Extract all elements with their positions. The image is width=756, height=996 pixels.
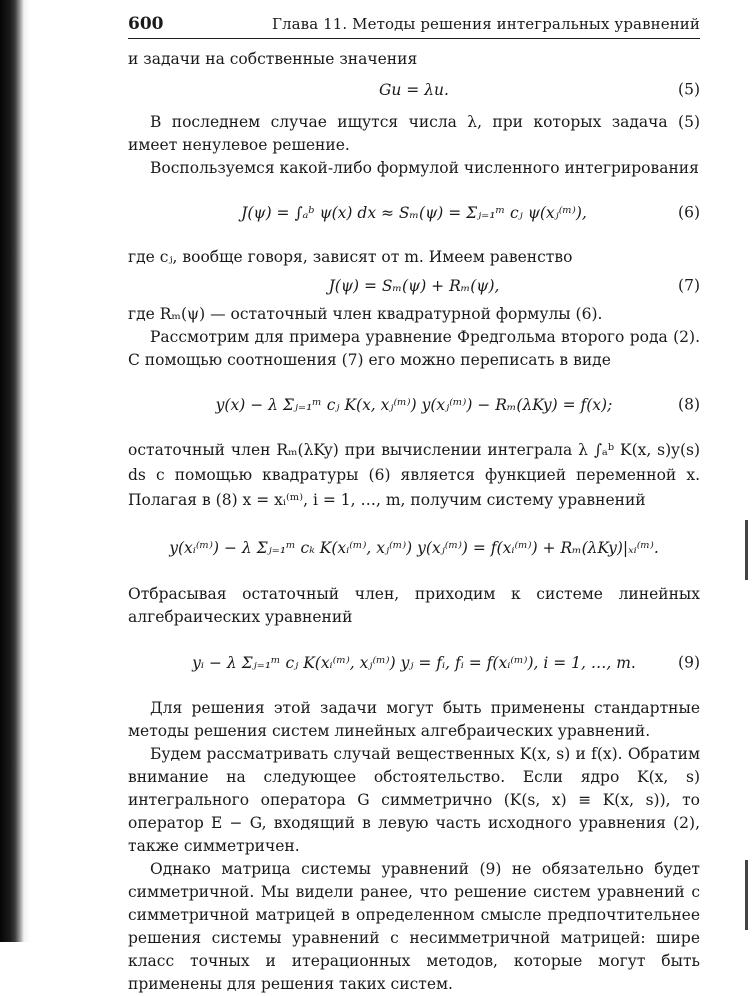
equation-number: (7) bbox=[678, 276, 700, 295]
paragraph: где cⱼ, вообще говоря, зависят от m. Имеем равенство bbox=[128, 248, 573, 266]
paragraph: Рассмотрим для примера уравнение Фредгольма второго рода (2). С помощью соотношения (7) его можно переписать в виде bbox=[128, 328, 700, 369]
equation-5 bbox=[128, 73, 700, 107]
equation-number: (6) bbox=[678, 203, 700, 222]
equation-9 bbox=[128, 629, 700, 697]
paragraph: и задачи на собственные значения bbox=[128, 50, 418, 68]
paragraph: где Rₘ(ψ) — остаточный член квадратурной формулы (6). bbox=[128, 305, 603, 323]
page-edge-mark bbox=[745, 860, 748, 930]
equation-6 bbox=[128, 180, 700, 246]
paragraph: остаточный член Rₘ(λKy) при вычислении интеграла λ ∫ₐᵇ K(x, s)y(s) ds с помощью квадратуры (6) является функцией переменной x. Полагая в (8) x = xᵢ⁽ᵐ⁾, i = 1, …, m, получим систему уравнений bbox=[128, 441, 700, 509]
equation-formula: y(x) − λ Σⱼ₌₁ᵐ cⱼ K(x, xⱼ⁽ᵐ⁾) y(xⱼ⁽ᵐ⁾) − Rₘ(λKy) = f(x); bbox=[215, 395, 613, 414]
equation-formula: J(ψ) = ∫ₐᵇ ψ(x) dx ≈ Sₘ(ψ) = Σⱼ₌₁ᵐ cⱼ ψ(xⱼ⁽ᵐ⁾), bbox=[241, 203, 587, 222]
paragraph: Будем рассматривать случай вещественных K(x, s) и f(x). Обратим внимание на следующее обстоятельство. Если ядро K(x, s) интегрального оператора G симметрично (K(s, x) ≡ K(x, s)), то оператор E − G, входящий в левую часть исходного уравнения (2), также симметричен. bbox=[128, 745, 700, 855]
equation-formula: Gu = λu. bbox=[379, 80, 449, 99]
paragraph: Отбрасывая остаточный член, приходим к системе линейных алгебраических уравнений bbox=[128, 585, 700, 626]
paragraph: Однако матрица системы уравнений (9) не обязательно будет симметричной. Мы видели ранее, что решение систем уравнений с симметричной матрицей в определенном смысле предпочтительнее решения системы уравнений с несимметричной матрицей: шире класс точных и итерационных методов, которые могут быть применены для решения таких систем. bbox=[128, 860, 700, 993]
paragraph: Для решения этой задачи могут быть применены стандартные методы решения систем линейных алгебраических уравнений. bbox=[128, 699, 700, 740]
running-head: Глава 11. Методы решения интегральных уравнений bbox=[271, 15, 700, 33]
equation-number: (8) bbox=[678, 395, 700, 414]
equation-8 bbox=[128, 372, 700, 438]
equation-formula: J(ψ) = Sₘ(ψ) + Rₘ(ψ), bbox=[328, 276, 500, 295]
page-header bbox=[128, 14, 700, 38]
paragraph: В последнем случае ищутся числа λ, при которых задача (5) имеет ненулевое решение. bbox=[128, 113, 700, 154]
equation-formula: yᵢ − λ Σⱼ₌₁ᵐ cⱼ K(xᵢ⁽ᵐ⁾, xⱼ⁽ᵐ⁾) yⱼ = fᵢ, fᵢ = f(xᵢ⁽ᵐ⁾), i = 1, …, m. bbox=[192, 653, 636, 672]
header-rule bbox=[128, 38, 700, 39]
equation-formula: y(xᵢ⁽ᵐ⁾) − λ Σⱼ₌₁ᵐ cₖ K(xᵢ⁽ᵐ⁾, xⱼ⁽ᵐ⁾) y(xⱼ⁽ᵐ⁾) = f(xᵢ⁽ᵐ⁾) + Rₘ(λKy)|ₓᵢ⁽ᵐ⁾. bbox=[169, 538, 659, 557]
equation-system bbox=[128, 513, 700, 583]
paragraph: Воспользуемся какой-либо формулой численного интегрирования bbox=[150, 159, 699, 177]
equation-7 bbox=[128, 269, 700, 303]
page-body bbox=[128, 48, 700, 996]
book-binding-shadow bbox=[0, 0, 30, 942]
equation-number: (5) bbox=[678, 80, 700, 99]
page-number: 600 bbox=[128, 14, 164, 34]
page-edge-mark bbox=[745, 520, 748, 580]
equation-number: (9) bbox=[678, 653, 700, 672]
